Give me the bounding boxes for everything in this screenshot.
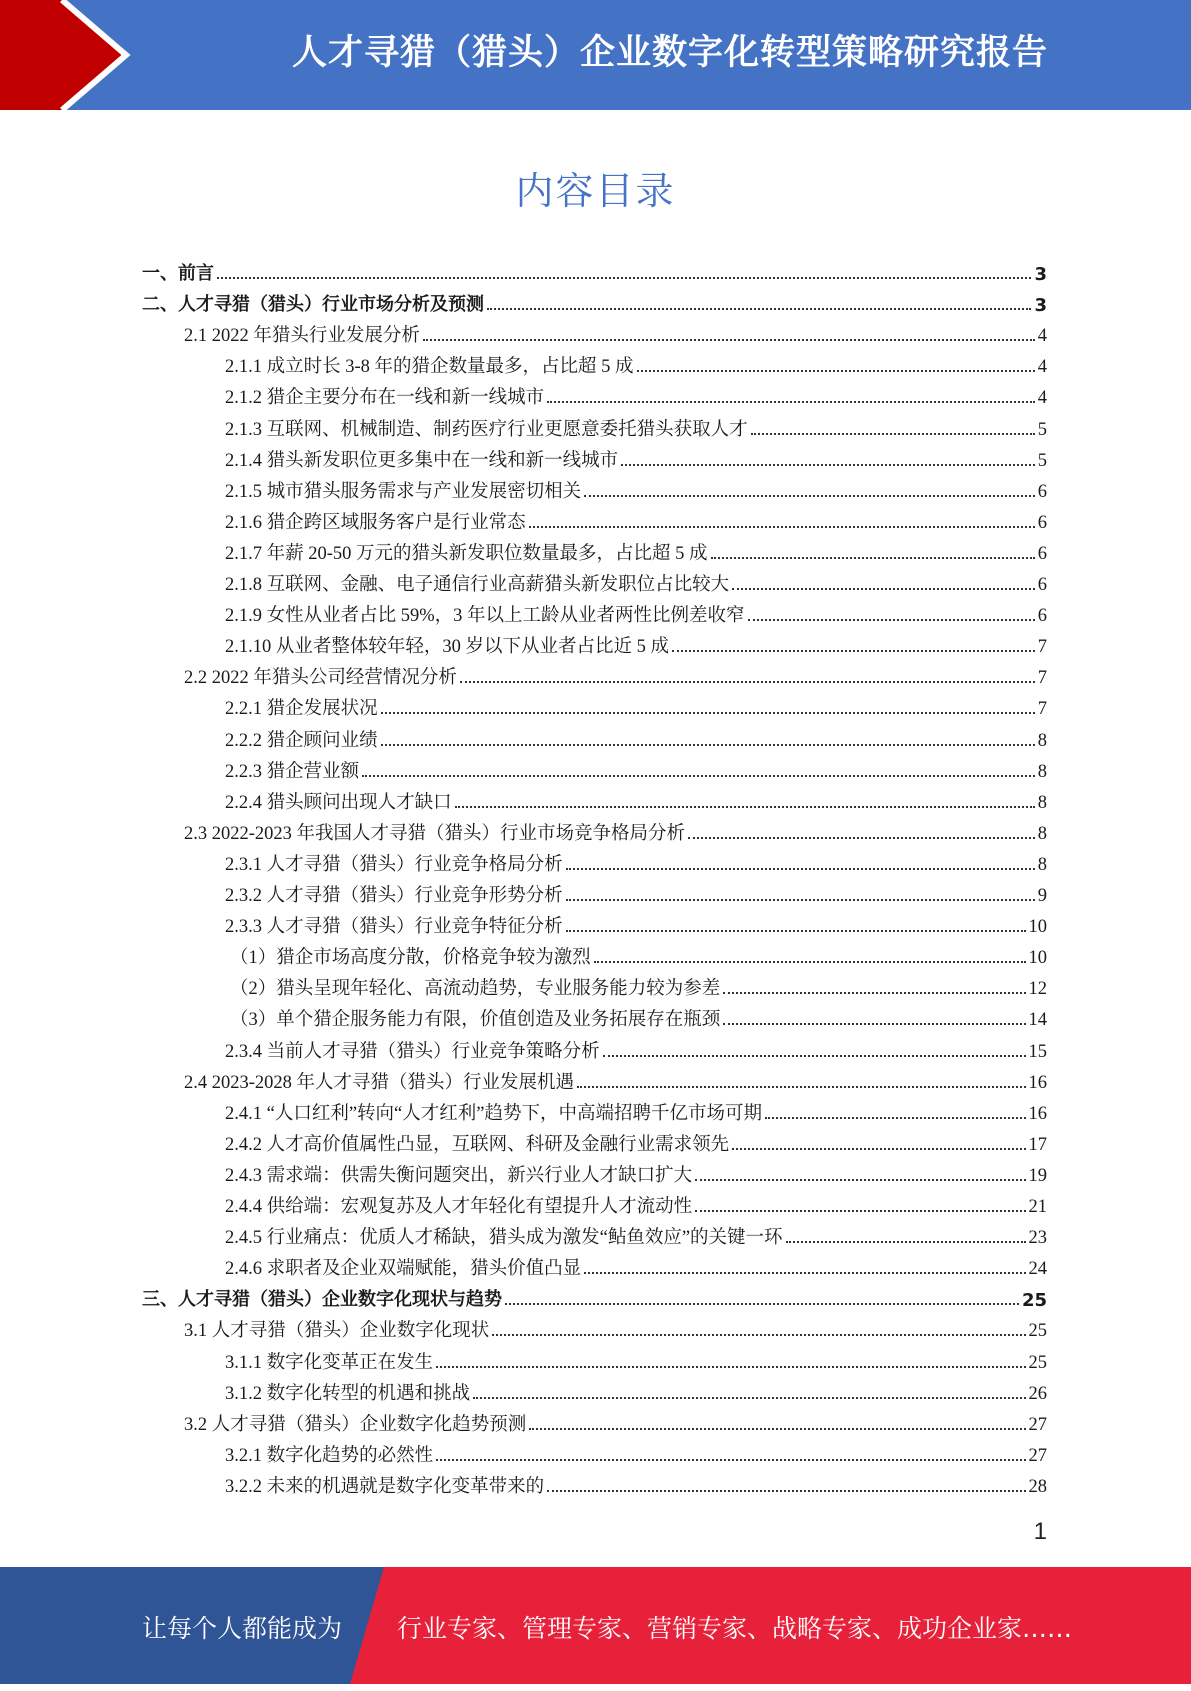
toc-entry-page: 8 — [1037, 854, 1047, 875]
toc-entry[interactable] — [142, 1280, 1047, 1311]
toc-entry[interactable] — [225, 845, 1047, 876]
toc-entry-page: 10 — [1028, 948, 1047, 969]
toc-entry-label: 2.1.9 女性从业者占比 59%，3 年以上工龄从业者两性比例差收窄 — [225, 606, 745, 627]
toc-entry-page: 6 — [1037, 543, 1047, 564]
toc-entry-label: 2.2.4 猎头顾问出现人才缺口 — [225, 792, 452, 813]
toc-entry-label: 一、前言 — [142, 263, 214, 284]
toc-entry[interactable] — [225, 410, 1047, 441]
report-header — [0, 0, 1191, 110]
toc-entry-label: 2.4.5 行业痛点：优质人才稀缺，猎头成为激发“鲇鱼效应”的关键一环 — [225, 1228, 783, 1249]
toc-entry-page: 21 — [1028, 1197, 1047, 1217]
toc-entry-label: 2.4.3 需求端：供需失衡问题突出，新兴行业人才缺口扩大 — [225, 1165, 693, 1186]
toc-entry-page: 7 — [1037, 668, 1047, 689]
toc-entry-label: 2.1.1 成立时长 3-8 年的猎企数量最多，占比超 5 成 — [225, 357, 634, 378]
toc-entry-label: 2.2 2022 年猎头公司经营情况分析 — [184, 668, 457, 689]
toc-leader-dots — [566, 868, 1035, 870]
toc-entry-label: 3.1 人才寻猎（猎头）企业数字化现状 — [184, 1321, 490, 1342]
toc-entry-label: 3.1.2 数字化转型的机遇和挑战 — [225, 1383, 471, 1404]
toc-entry-page: 26 — [1028, 1383, 1047, 1404]
toc-entry[interactable] — [184, 814, 1047, 845]
toc-leader-dots — [423, 339, 1035, 341]
toc-entry[interactable] — [225, 1218, 1047, 1249]
toc-leader-dots — [577, 1086, 1025, 1088]
toc-leader-dots — [688, 837, 1035, 839]
toc-leader-dots — [672, 650, 1035, 652]
toc-entry-page: 9 — [1037, 886, 1047, 906]
toc-entry-page: 8 — [1037, 730, 1047, 751]
toc-leader-dots — [732, 588, 1035, 590]
toc-leader-dots — [529, 526, 1035, 528]
toc-entry-label: 3.2 人才寻猎（猎头）企业数字化趋势预测 — [184, 1414, 527, 1435]
toc-entry[interactable] — [230, 1000, 1047, 1031]
toc-entry-page: 3 — [1034, 264, 1047, 285]
toc-leader-dots — [436, 1366, 1025, 1368]
toc-entry-page: 12 — [1028, 979, 1047, 1000]
toc-entry-label: 3.2.1 数字化趋势的必然性 — [225, 1445, 434, 1466]
toc-entry-label: 2.2.1 猎企发展状况 — [225, 699, 378, 720]
toc-entry[interactable] — [225, 1467, 1047, 1498]
toc-entry-label: 2.4.1 “人口红利”转向“人才红利”趋势下，中高端招聘千亿市场可期 — [225, 1103, 762, 1124]
toc-title: 内容目录 — [515, 169, 676, 213]
toc-entry-label: 2.1.5 城市猎头服务需求与产业发展密切相关 — [225, 481, 582, 502]
toc-entry-page: 27 — [1028, 1414, 1047, 1435]
toc-entry-page: 6 — [1037, 481, 1047, 502]
toc-entry-page: 23 — [1028, 1228, 1047, 1249]
toc-leader-dots — [492, 1334, 1025, 1336]
toc-entry[interactable] — [225, 565, 1047, 596]
toc-entry[interactable] — [184, 1405, 1047, 1436]
toc-entry-label: 2.1 2022 年猎头行业发展分析 — [184, 326, 420, 347]
toc-entry-page: 8 — [1037, 761, 1047, 782]
toc-leader-dots — [584, 1272, 1025, 1274]
footer-slogan-right: 行业专家、管理专家、营销专家、战略专家、成功企业家…… — [397, 1614, 1073, 1643]
toc-entry[interactable] — [225, 1343, 1047, 1374]
toc-entry-page: 5 — [1037, 419, 1047, 440]
toc-entry-label: 2.1.2 猎企主要分布在一线和新一线城市 — [225, 388, 545, 409]
toc-leader-dots — [584, 495, 1035, 497]
toc-entry[interactable] — [225, 378, 1047, 409]
toc-entry[interactable] — [225, 1156, 1047, 1187]
toc-entry[interactable] — [225, 689, 1047, 720]
toc-entry[interactable] — [230, 938, 1047, 969]
toc-entry-label: 3.1.1 数字化变革正在发生 — [225, 1352, 434, 1373]
toc-entry-page: 8 — [1037, 792, 1047, 813]
toc-entry-page: 16 — [1028, 1072, 1047, 1093]
toc-leader-dots — [765, 1117, 1026, 1119]
toc-leader-dots — [695, 1179, 1025, 1181]
toc-entry-page: 25 — [1028, 1352, 1047, 1373]
toc-entry[interactable] — [225, 1436, 1047, 1467]
toc-entry-page: 28 — [1028, 1476, 1047, 1497]
toc-leader-dots — [723, 992, 1025, 994]
toc-entry[interactable] — [225, 1094, 1047, 1125]
toc-entry[interactable] — [225, 503, 1047, 534]
toc-leader-dots — [566, 899, 1035, 901]
toc-entry[interactable] — [184, 658, 1047, 689]
toc-entry-page: 27 — [1028, 1445, 1047, 1466]
toc-entry-page: 24 — [1028, 1259, 1047, 1280]
toc-entry-label: 2.1.8 互联网、金融、电子通信行业高薪猎头新发职位占比较大 — [225, 575, 730, 595]
toc-entry-page: 6 — [1037, 512, 1047, 533]
toc-entry-label: 2.1.4 猎头新发职位更多集中在一线和新一线城市 — [225, 450, 619, 471]
toc-entry[interactable] — [184, 1063, 1047, 1094]
toc-entry[interactable] — [230, 969, 1047, 1000]
toc-leader-dots — [594, 961, 1026, 963]
toc-entry-label: 三、人才寻猎（猎头）企业数字化现状与趋势 — [142, 1289, 502, 1311]
toc-leader-dots — [487, 308, 1031, 310]
toc-leader-dots — [637, 370, 1035, 372]
toc-leader-dots — [748, 619, 1035, 621]
toc-entry[interactable] — [225, 721, 1047, 752]
toc-entry[interactable] — [225, 783, 1047, 814]
toc-leader-dots — [217, 277, 1031, 279]
toc-entry[interactable] — [225, 1187, 1047, 1218]
toc-leader-dots — [473, 1397, 1025, 1399]
toc-entry-page: 25 — [1028, 1321, 1047, 1342]
toc-entry-page: 5 — [1037, 450, 1047, 471]
toc-entry-page: 3 — [1034, 295, 1047, 317]
toc-entry-page: 15 — [1028, 1041, 1047, 1062]
toc-leader-dots — [505, 1303, 1019, 1305]
toc-entry-label: 2.3 2022-2023 年我国人才寻猎（猎头）行业市场竞争格局分析 — [184, 823, 686, 844]
toc-leader-dots — [621, 464, 1035, 466]
toc-entry-page: 4 — [1037, 326, 1047, 347]
toc-entry[interactable] — [225, 534, 1047, 565]
footer-banner — [0, 1567, 1191, 1684]
toc-entry-label: 2.1.7 年薪 20-50 万元的猎头新发职位数量最多，占比超 5 成 — [225, 543, 708, 564]
toc-entry[interactable] — [225, 472, 1047, 503]
toc-entry-label: （1）猎企市场高度分散，价格竞争较为激烈 — [230, 948, 591, 969]
toc-entry-page: 7 — [1037, 637, 1047, 658]
toc-entry-page: 10 — [1028, 917, 1047, 938]
toc-entry-page: 6 — [1037, 606, 1047, 627]
toc-entry[interactable] — [184, 316, 1047, 347]
toc-leader-dots — [455, 806, 1035, 808]
toc-entry[interactable] — [225, 441, 1047, 472]
toc-leader-dots — [547, 1490, 1025, 1492]
toc-entry-page: 7 — [1037, 699, 1047, 720]
toc-leader-dots — [751, 433, 1035, 435]
toc-entry-page: 14 — [1028, 1010, 1047, 1031]
toc-entry-label: 2.1.10 从业者整体较年轻，30 岁以下从业者占比近 5 成 — [225, 637, 670, 658]
toc-leader-dots — [381, 712, 1035, 714]
toc-entry-page: 8 — [1037, 823, 1047, 844]
toc-entry-label: 2.4.4 供给端：宏观复苏及人才年轻化有望提升人才流动性 — [225, 1197, 693, 1217]
toc-entry-label: （3）单个猎企服务能力有限，价值创造及业务拓展存在瓶颈 — [230, 1010, 721, 1031]
toc-entry-label: 2.3.1 人才寻猎（猎头）行业竞争格局分析 — [225, 854, 563, 875]
toc-leader-dots — [436, 1459, 1025, 1461]
toc-leader-dots — [381, 744, 1035, 746]
toc-entry-page: 17 — [1028, 1134, 1047, 1155]
toc-leader-dots — [711, 557, 1035, 559]
toc-entry[interactable] — [225, 876, 1047, 907]
toc-entry-label: 2.1.6 猎企跨区域服务客户是行业常态 — [225, 512, 526, 533]
toc-entry[interactable] — [184, 1311, 1047, 1342]
toc-entry-label: 二、人才寻猎（猎头）行业市场分析及预测 — [142, 294, 484, 316]
toc-entry-label: 2.4.2 人才高价值属性凸显，互联网、科研及金融行业需求领先 — [225, 1134, 730, 1155]
toc-entry-page: 4 — [1037, 388, 1047, 409]
toc-entry-label: 2.1.3 互联网、机械制造、制药医疗行业更愿意委托猎头获取人才 — [225, 419, 748, 440]
toc-entry-label: 2.2.3 猎企营业额 — [225, 761, 360, 782]
toc-leader-dots — [723, 1023, 1025, 1025]
toc-entry-label: 2.4.6 求职者及企业双端赋能，猎头价值凸显 — [225, 1259, 582, 1280]
toc-entry[interactable] — [225, 347, 1047, 378]
toc-entry-label: 2.2.2 猎企顾问业绩 — [225, 730, 378, 751]
toc-entry[interactable] — [225, 596, 1047, 627]
toc-entry-page: 25 — [1021, 1290, 1047, 1312]
toc-entry[interactable] — [225, 627, 1047, 658]
footer-slogan-left: 让每个人都能成为 — [142, 1614, 343, 1643]
toc-entry[interactable] — [142, 254, 1047, 285]
toc-entry[interactable] — [225, 907, 1047, 938]
toc-entry[interactable] — [142, 285, 1047, 316]
toc-leader-dots — [460, 681, 1035, 683]
toc-entry[interactable] — [225, 1374, 1047, 1405]
toc-entry-label: 2.3.4 当前人才寻猎（猎头）行业竞争策略分析 — [225, 1041, 600, 1062]
toc-entry[interactable] — [225, 1125, 1047, 1156]
toc-entry-label: 2.3.3 人才寻猎（猎头）行业竞争特征分析 — [225, 917, 563, 938]
toc-entry-label: 2.4 2023-2028 年人才寻猎（猎头）行业发展机遇 — [184, 1072, 575, 1093]
toc-entry-label: 2.3.2 人才寻猎（猎头）行业竞争形势分析 — [225, 886, 563, 906]
toc-leader-dots — [732, 1148, 1025, 1150]
toc-entry-label: （2）猎头呈现年轻化、高流动趋势，专业服务能力较为参差 — [230, 979, 721, 1000]
toc-entry-page: 19 — [1028, 1165, 1047, 1186]
toc-entry[interactable] — [225, 1249, 1047, 1280]
toc-entry[interactable] — [225, 752, 1047, 783]
toc-leader-dots — [786, 1241, 1026, 1243]
toc-leader-dots — [547, 401, 1035, 403]
chevron-arrow-icon — [0, 0, 160, 110]
toc-entry-page: 4 — [1037, 357, 1047, 378]
toc-leader-dots — [529, 1428, 1025, 1430]
toc-leader-dots — [362, 775, 1035, 777]
report-title: 人才寻猎（猎头）企业数字化转型策略研究报告 — [291, 33, 1048, 72]
page-number: 1 — [1033, 1518, 1047, 1545]
toc-leader-dots — [603, 1055, 1026, 1057]
toc-leader-dots — [566, 930, 1026, 932]
toc-entry[interactable] — [225, 1032, 1047, 1063]
toc-entry-page: 16 — [1028, 1103, 1047, 1124]
toc-entry-label: 3.2.2 未来的机遇就是数字化变革带来的 — [225, 1476, 545, 1497]
toc-entry-page: 6 — [1037, 575, 1047, 595]
toc-leader-dots — [695, 1210, 1025, 1212]
